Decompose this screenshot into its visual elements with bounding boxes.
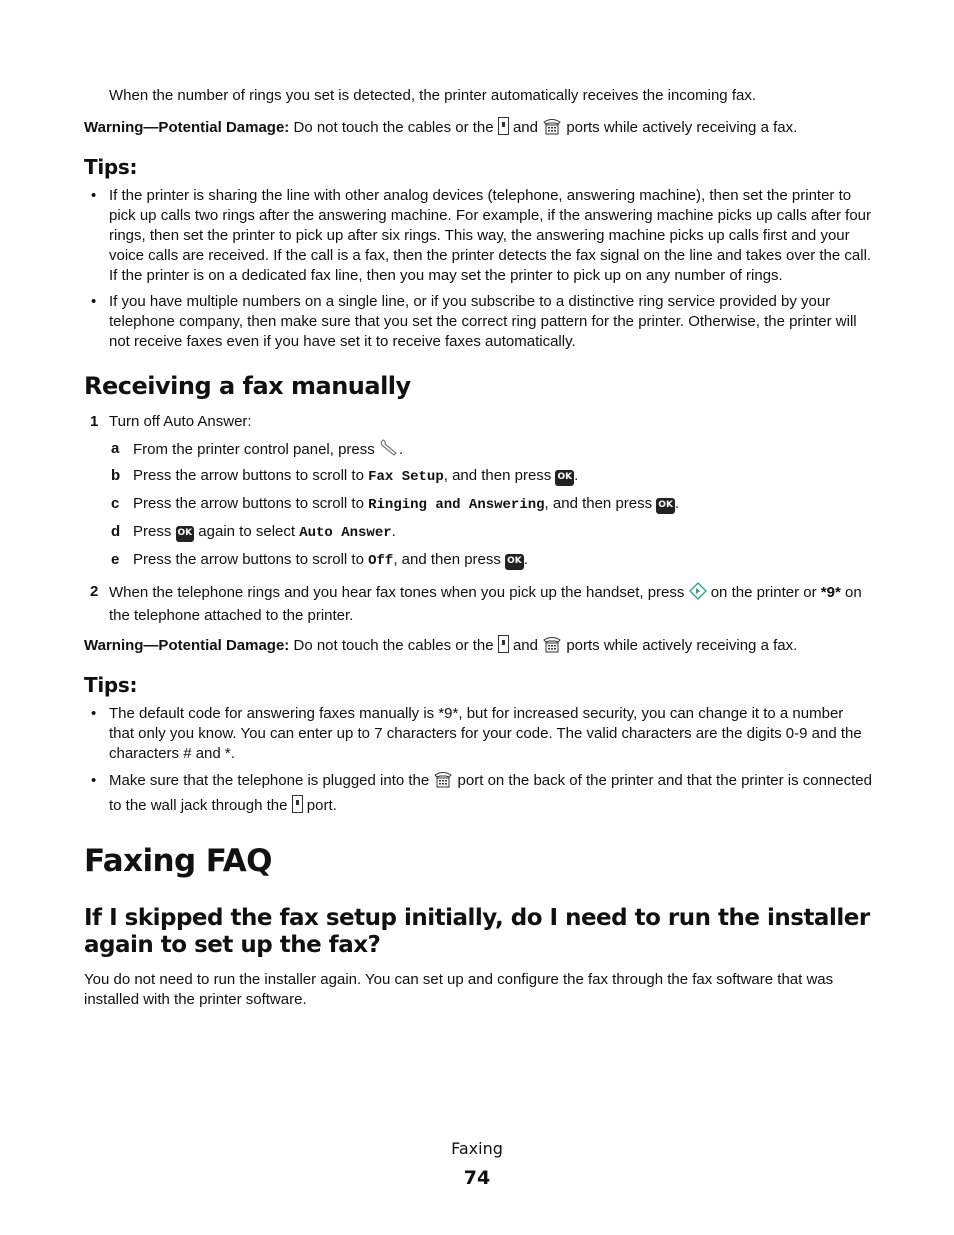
substep-e: e Press the arrow buttons to scroll to Off, and then press OK .: [111, 551, 528, 569]
list-item: • If you have multiple numbers on a single line, or if you subscribe to a distinctive ring service provided by your telephone company, then make sure that you set the correct ring pattern for the printer. Otherwise, the printer will not receive faxes even if you have set it to receive faxes automatically.: [84, 292, 872, 352]
step-1: 1 Turn off Auto Answer:: [90, 413, 252, 430]
tips-heading-1: Tips:: [84, 155, 138, 179]
list-item: • If the printer is sharing the line with other analog devices (telephone, answering machine), then set the printer to pick up calls two rings after the answering machine. For example, if the answering machine picks up calls after four rings, then set the printer to pick up after six rings. This way, the answering machine picks up calls first and your voice calls are received. If the call is a fax, then the printer detects the fax signal on the line and takes over the call. If the printer is on a dedicated fax line, then you may set the printer to pick up on any number of rings.: [84, 186, 872, 286]
list-item: • Make sure that the telephone is plugged into the port on the back of the printer and that the printer is connected to the wall jack through the port.: [84, 770, 872, 820]
line-port-icon: [292, 795, 303, 820]
start-diamond-icon: [689, 582, 707, 606]
warning-2: Warning—Potential Damage: Do not touch the cables or the and ports while actively receiving a fax.: [84, 635, 797, 659]
section-heading-manual: Receiving a fax manually: [84, 372, 411, 400]
phone-port-icon: [433, 770, 453, 795]
phone-port-icon: [542, 635, 562, 659]
line-port-icon: [498, 117, 509, 141]
list-item: • The default code for answering faxes manually is *9*, but for increased security, you can change it to a number that only you know. You can enter up to 7 characters for your code. The valid characters are the digits 0-9 and the characters # and *.: [84, 704, 872, 764]
warning-label: Warning—Potential Damage:: [84, 119, 290, 136]
wrench-icon: [379, 439, 399, 463]
step-2: 2 When the telephone rings and you hear fax tones when you pick up the handset, press on the printer or *9* on the telephone attached to the printer.: [90, 583, 862, 624]
chapter-heading-faq: Faxing FAQ: [84, 843, 272, 879]
phone-port-icon: [542, 117, 562, 141]
line-port-icon: [498, 635, 509, 659]
substep-b: b Press the arrow buttons to scroll to Fax Setup, and then press OK .: [111, 467, 579, 485]
substep-a: a From the printer control panel, press .: [109, 439, 403, 463]
substep-c: c Press the arrow buttons to scroll to Ringing and Answering, and then press OK .: [111, 495, 680, 513]
faq-answer-text: You do not need to run the installer again. You can set up and configure the fax through the fax software that was installed with the printer software.: [84, 971, 834, 1008]
ok-button-icon: OK: [555, 470, 574, 486]
warning-1: Warning—Potential Damage: Do not touch the cables or the and ports while actively receiving a fax.: [84, 117, 797, 141]
tips-list-2: [84, 704, 872, 826]
footer-section-label: Faxing: [451, 1139, 503, 1158]
intro-text: When the number of rings you set is detected, the printer automatically receives the incoming fax.: [109, 87, 756, 104]
tips-heading-2: Tips:: [84, 673, 138, 697]
warning-label: Warning—Potential Damage:: [84, 637, 290, 654]
faq-question-heading: If I skipped the fax setup initially, do I need to run the installer again to set up the fax?: [84, 905, 870, 958]
page-number: 74: [463, 1167, 491, 1189]
ok-button-icon: OK: [176, 526, 195, 542]
ok-button-icon: OK: [656, 498, 675, 514]
substep-d: d Press OK again to select Auto Answer.: [111, 523, 396, 541]
tips-list-1: [84, 186, 872, 358]
ok-button-icon: OK: [505, 554, 524, 570]
